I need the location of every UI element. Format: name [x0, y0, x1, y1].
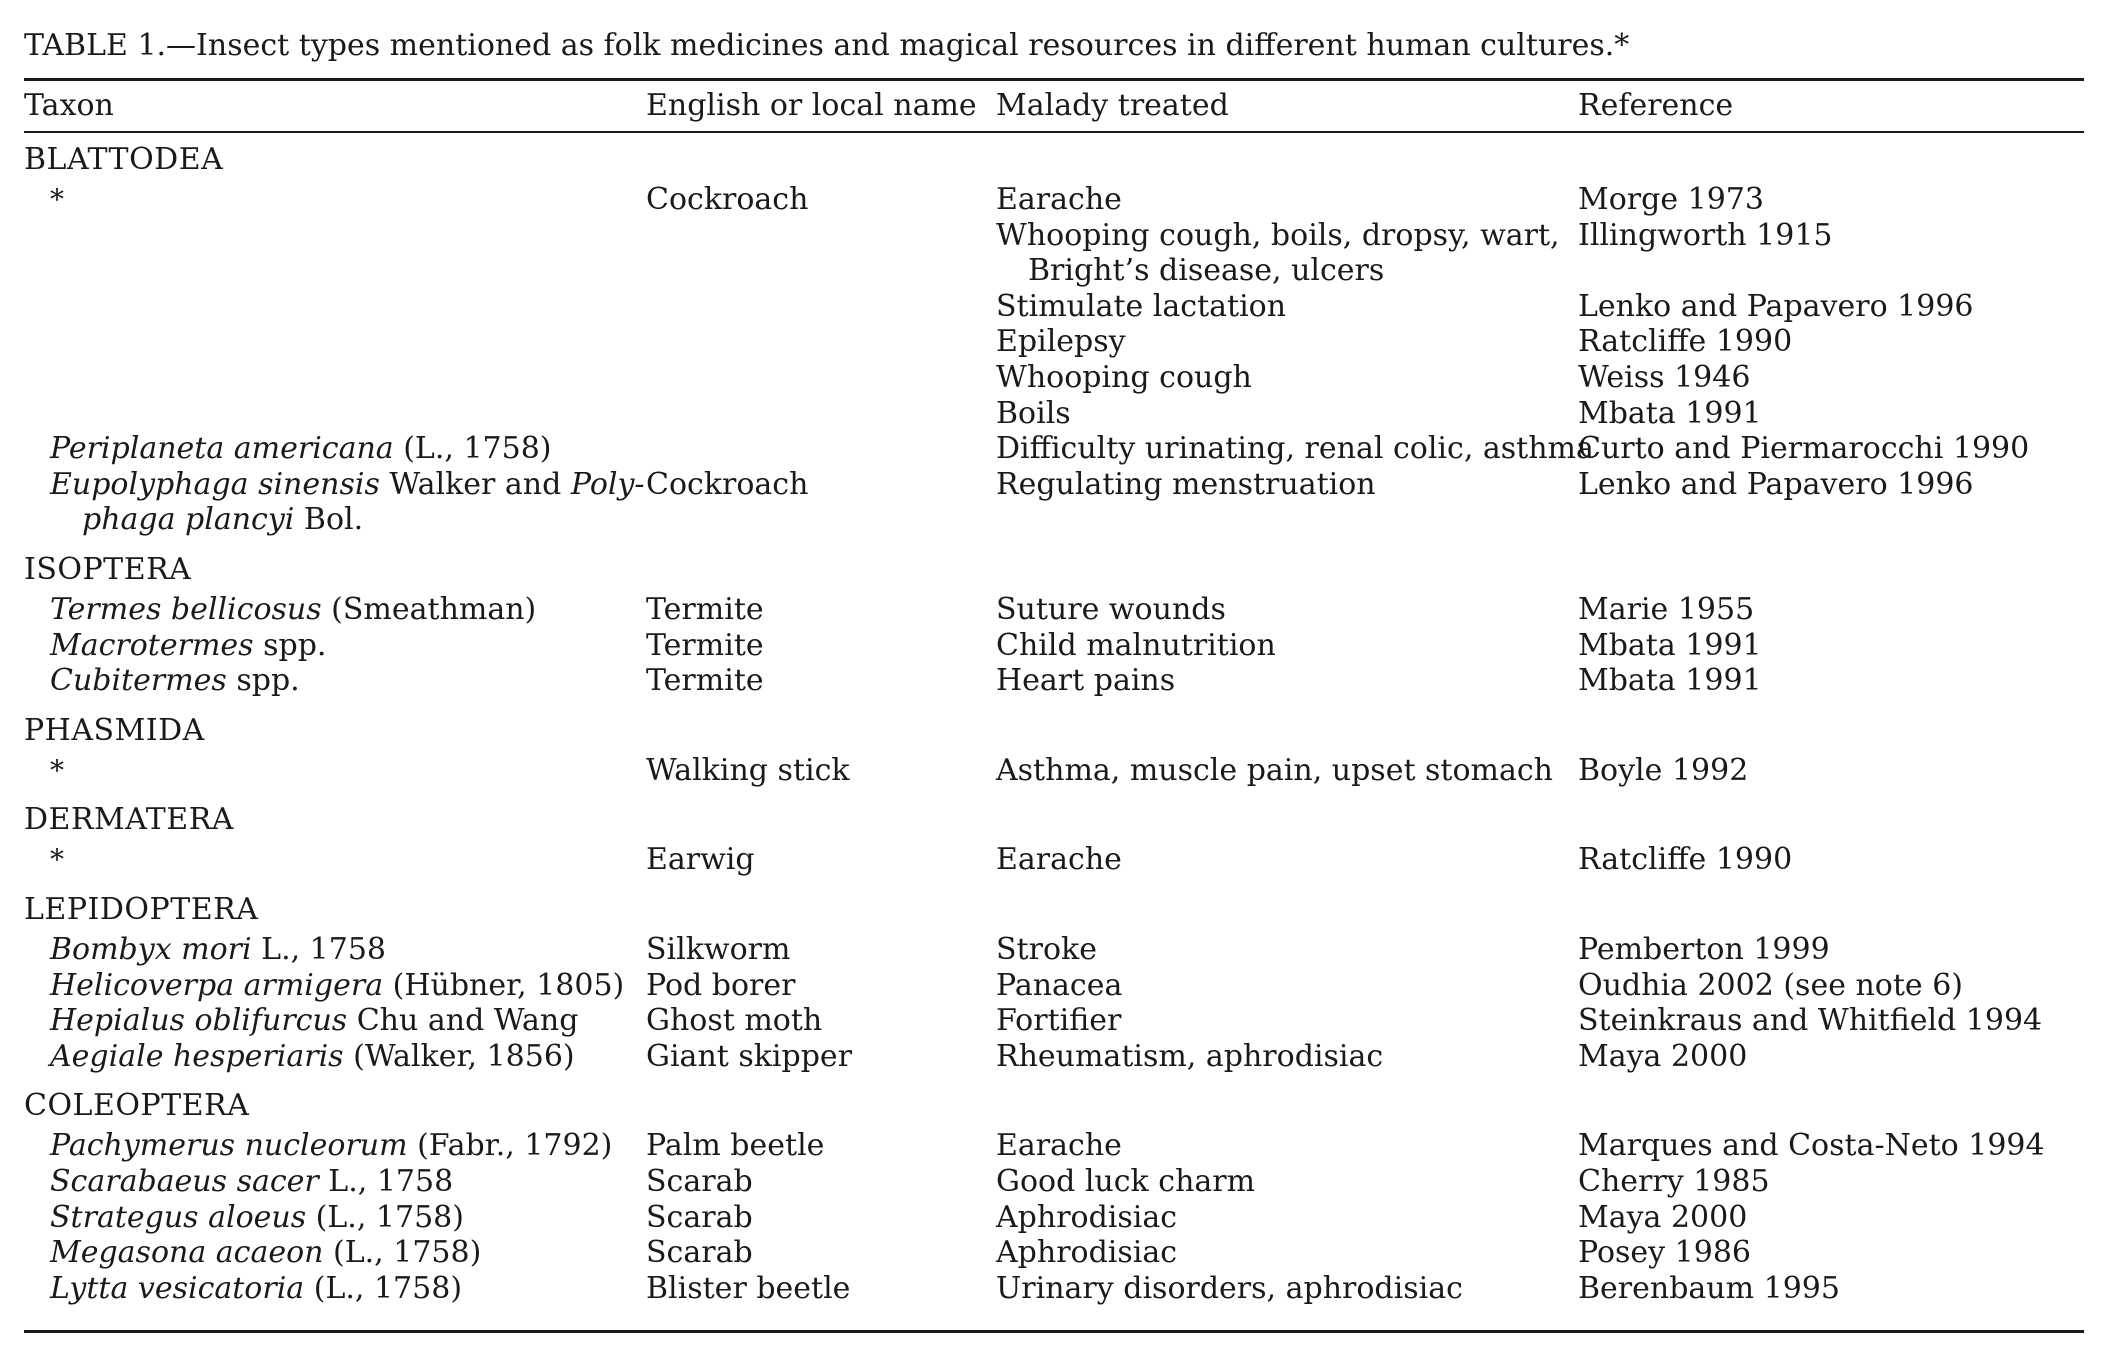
taxon-authority: (L., 1758): [393, 431, 552, 467]
reference-cell: Maya 2000: [1578, 1038, 1748, 1074]
malady-cell: Panacea: [996, 967, 1123, 1003]
taxon-cell: [50, 1200, 464, 1235]
reference-cell: Steinkraus and Whitfield 1994: [1578, 1003, 2043, 1039]
common-name-cell: Ghost moth: [646, 1003, 823, 1039]
taxon-species: Periplaneta americana: [50, 431, 394, 467]
malady-cell: Bright’s disease, ulcers: [1028, 253, 1385, 289]
taxon-authority: (Hübner, 1805): [383, 967, 625, 1003]
reference-cell: Boyle 1992: [1578, 752, 1749, 788]
taxon-group-label: LEPIDOPTERA: [24, 892, 259, 927]
taxon-authority: Chu and Wang: [347, 1003, 579, 1039]
reference-cell: Ratcliffe 1990: [1578, 842, 1793, 878]
malady-cell: Earache: [996, 182, 1122, 217]
malady-cell: Stimulate lactation: [996, 288, 1287, 324]
common-name-cell: Pod borer: [646, 967, 796, 1003]
reference-cell: Mbata 1991: [1578, 663, 1762, 699]
taxon-authority: L., 1758: [251, 932, 387, 967]
common-name-cell: Cockroach: [646, 466, 809, 502]
reference-cell: Weiss 1946: [1578, 360, 1751, 395]
malady-cell: Child malnutrition: [996, 627, 1276, 663]
reference-cell: Posey 1986: [1578, 1235, 1752, 1271]
taxon-cell: [50, 592, 536, 627]
taxon-species: Hepialus oblifurcus: [50, 1003, 348, 1039]
taxon-authority: L., 1758: [318, 1164, 454, 1199]
top-rule: [24, 78, 2084, 81]
malady-cell: Earache: [996, 842, 1122, 878]
common-name-cell: Walking stick: [646, 752, 850, 788]
taxon-authority: Walker and: [379, 466, 571, 502]
taxon-cell: *: [50, 183, 64, 216]
reference-cell: Mbata 1991: [1578, 627, 1762, 663]
taxon-cell: [50, 932, 386, 967]
reference-cell: Ratcliffe 1990: [1578, 324, 1793, 360]
common-name-cell: Earwig: [646, 842, 755, 878]
taxon-species: phaga plancyi: [82, 502, 295, 538]
taxon-species: Macrotermes: [50, 627, 254, 663]
malady-cell: Asthma, muscle pain, upset stomach: [996, 752, 1554, 788]
taxon-species: Bombyx mori: [50, 932, 252, 967]
taxon-species: Scarabaeus sacer: [50, 1164, 319, 1199]
malady-cell: Fortifier: [996, 1003, 1122, 1039]
taxon-authority: (Walker, 1856): [343, 1038, 575, 1074]
header-taxon: Taxon: [24, 88, 114, 123]
header-malady: Malady treated: [996, 88, 1229, 123]
taxon-cell: [50, 431, 552, 466]
common-name-cell: Termite: [646, 663, 764, 699]
reference-cell: Illingworth 1915: [1578, 217, 1833, 253]
malady-cell: Regulating menstruation: [996, 466, 1376, 502]
taxon-authority: (L., 1758): [304, 1270, 463, 1306]
taxon-species: Lytta vesicatoria: [50, 1270, 305, 1306]
taxon-authority: Bol.: [294, 502, 364, 538]
reference-cell: Berenbaum 1995: [1578, 1270, 1840, 1306]
taxon-group-label: COLEOPTERA: [24, 1088, 250, 1124]
taxon-authority: (Fabr., 1792): [407, 1128, 613, 1164]
malady-cell: Suture wounds: [996, 592, 1226, 627]
malady-cell: Aphrodisiac: [996, 1199, 1178, 1235]
taxon-authority: spp.: [253, 627, 327, 663]
malady-cell: Urinary disorders, aphrodisiac: [996, 1270, 1463, 1306]
malady-cell: Earache: [996, 1128, 1122, 1164]
taxon-group-label: DERMATERA: [24, 802, 234, 838]
header-rule: [24, 131, 2084, 133]
common-name-cell: Scarab: [646, 1164, 753, 1199]
common-name-cell: Termite: [646, 592, 764, 627]
taxon-cell: [50, 1235, 481, 1270]
header-name: English or local name: [646, 88, 977, 123]
reference-cell: Curto and Piermarocchi 1990: [1578, 431, 2030, 467]
taxon-authority: (Smeathman): [321, 592, 537, 627]
reference-cell: Marie 1955: [1578, 592, 1755, 627]
taxon-cell: [50, 628, 326, 663]
taxon-authority: (L., 1758): [323, 1235, 482, 1271]
common-name-cell: Cockroach: [646, 182, 809, 217]
table-caption: TABLE 1.—Insect types mentioned as folk medicines and magical resources in different human cultures.*: [24, 28, 1630, 63]
reference-cell: Pemberton 1999: [1578, 932, 1830, 967]
taxon-cell: [50, 1039, 575, 1074]
taxon-authority: spp.: [226, 663, 300, 699]
taxon-species: Cubitermes: [50, 663, 227, 699]
header-reference: Reference: [1578, 88, 1734, 123]
taxon-species: Megasona acaeon: [50, 1235, 324, 1271]
taxon-cell: [50, 502, 363, 537]
taxon-species: Helicoverpa armigera: [50, 967, 384, 1003]
common-name-cell: Giant skipper: [646, 1038, 853, 1074]
taxon-group-label: PHASMIDA: [24, 712, 205, 748]
taxon-species: Poly-: [570, 466, 645, 502]
common-name-cell: Scarab: [646, 1235, 753, 1271]
malady-cell: Good luck charm: [996, 1164, 1256, 1199]
malady-cell: Aphrodisiac: [996, 1235, 1178, 1271]
taxon-species: Pachymerus nucleorum: [50, 1128, 408, 1164]
taxon-cell: [50, 968, 624, 1003]
malady-cell: Stroke: [996, 932, 1097, 967]
taxon-authority: (L., 1758): [306, 1199, 464, 1235]
malady-cell: Epilepsy: [996, 324, 1126, 360]
reference-cell: Cherry 1985: [1578, 1164, 1770, 1199]
taxon-cell: *: [50, 753, 64, 787]
taxon-group-label: ISOPTERA: [24, 552, 192, 587]
bottom-rule: [24, 1330, 2084, 1333]
taxon-group-label: BLATTODEA: [24, 142, 224, 177]
common-name-cell: Scarab: [646, 1199, 753, 1235]
reference-cell: Marques and Costa-Neto 1994: [1578, 1128, 2045, 1164]
taxon-cell: [50, 663, 300, 698]
malady-cell: Whooping cough: [996, 360, 1252, 395]
reference-cell: Morge 1973: [1578, 182, 1764, 217]
taxon-cell: [50, 1164, 453, 1199]
reference-cell: Lenko and Papavero 1996: [1578, 466, 1974, 502]
taxon-cell: [50, 1271, 462, 1306]
taxon-cell: *: [50, 843, 64, 877]
malady-cell: Rheumatism, aphrodisiac: [996, 1038, 1384, 1074]
reference-cell: Maya 2000: [1578, 1199, 1748, 1235]
reference-cell: Oudhia 2002 (see note 6): [1578, 967, 1964, 1003]
common-name-cell: Blister beetle: [646, 1270, 851, 1306]
malady-cell: Difficulty urinating, renal colic, asthma: [996, 431, 1594, 467]
table-body: [0, 140, 2104, 1326]
taxon-species: Termes bellicosus: [50, 592, 322, 627]
malady-cell: Heart pains: [996, 663, 1176, 699]
taxon-species: Strategus aloeus: [50, 1199, 307, 1235]
taxon-species: Aegiale hesperiaris: [50, 1038, 344, 1074]
common-name-cell: Termite: [646, 627, 764, 663]
taxon-cell: [50, 467, 645, 502]
reference-cell: Mbata 1991: [1578, 395, 1762, 431]
taxon-cell: [50, 1003, 578, 1038]
malady-cell: Boils: [996, 395, 1071, 431]
table-header: [0, 86, 2104, 126]
taxon-species: Eupolyphaga sinensis: [50, 466, 380, 502]
common-name-cell: Silkworm: [646, 932, 791, 967]
common-name-cell: Palm beetle: [646, 1128, 825, 1164]
reference-cell: Lenko and Papavero 1996: [1578, 288, 1974, 324]
taxon-cell: [50, 1128, 612, 1163]
malady-cell: Whooping cough, boils, dropsy, wart,: [996, 217, 1560, 253]
